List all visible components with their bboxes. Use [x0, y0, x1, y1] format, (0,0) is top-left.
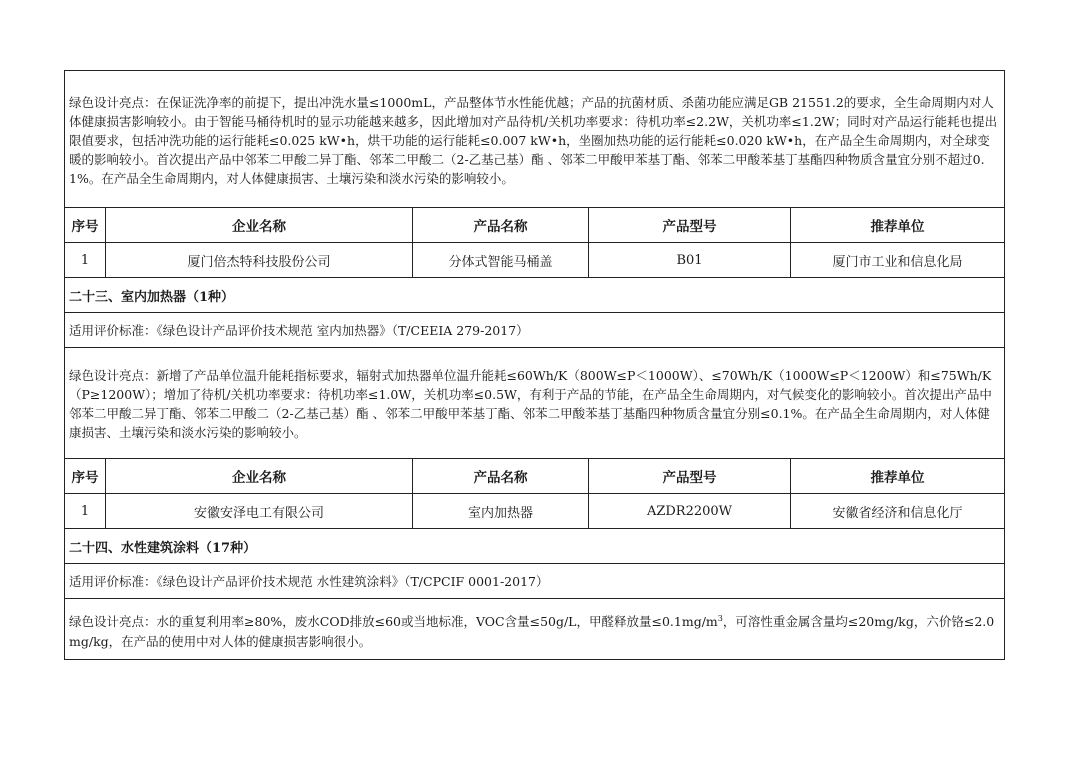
section-title-23: 二十三、室内加热器（1种） [65, 278, 1005, 313]
cell-index: 1 [65, 243, 106, 278]
green-design-highlight-toilet [65, 71, 1005, 208]
header-index: 序号 [65, 208, 106, 243]
header-recommender: 推荐单位 [791, 208, 1005, 243]
highlight-text: 绿色设计亮点：新增了产品单位温升能耗指标要求，辐射式加热器单位温升能耗≤60Wh/K（800W≤P＜1000W）、≤70Wh/K（1000W≤P＜1200W）和≤75Wh/K（P≥1200W）；增加了待机/关机功率要求：待机功率≤1.0W，关机功率≤0.5W，有利于产品的节能，在产品全生命周期内，对气候变化的影响较小。首次提出产品中邻苯二甲酸二异丁酯、邻苯二甲酸二（2-乙基己基）酯 、邻苯二甲酸甲苯基丁酯、邻苯二甲酸苯基丁基酯四种物质含量宜分别≤0.1%。在产品全生命周期内，对人体健康损害、土壤污染和淡水污染的影响较小。 [69, 368, 992, 440]
highlight-text-part1: 绿色设计亮点：水的重复利用率≥80%，废水COD排放≤60或当地标准，VOC含量≤50g/L，甲醛释放量≤0.1mg/m [69, 614, 718, 630]
cell-model: B01 [589, 243, 791, 278]
header-product: 产品名称 [413, 459, 589, 494]
cell-model: AZDR2200W [589, 494, 791, 529]
green-design-highlight-coating [65, 599, 1005, 660]
section-standard-23: 适用评价标准：《绿色设计产品评价技术规范 室内加热器》（T/CEEIA 279-2017） [65, 313, 1005, 348]
highlight-text: 绿色设计亮点：在保证洗净率的前提下，提出冲洗水量≤1000mL，产品整体节水性能优越；产品的抗菌材质、杀菌功能应满足GB 21551.2的要求，全生命周期内对人体健康损害影响较小。由于智能马桶待机时的显示功能越来越多，因此增加对产品待机/关机功率要求：待机功率≤2.2W，关机功率≤1.2W；同时对产品运行能耗也提出限值要求，包括冲洗功能的运行能耗≤0.025 kW•h，烘干功能的运行能耗≤0.007 kW•h，坐圈加热功能的运行能耗≤0.020 kW•h，在产品全生命周期内，对全球变暖的影响较小。首次提出产品中邻苯二甲酸二异丁酯、邻苯二甲酸二（2-乙基己基）酯 、邻苯二甲酸甲苯基丁酯、邻苯二甲酸苯基丁基酯四种物质含量宜分别不超过0.1%。在产品全生命周期内，对人体健康损害、土壤污染和淡水污染的影响较小。 [69, 94, 998, 186]
cell-product: 分体式智能马桶盖 [413, 243, 589, 278]
header-company: 企业名称 [106, 208, 413, 243]
table-header-row [65, 459, 1005, 494]
cell-product: 室内加热器 [413, 494, 589, 529]
cell-index: 1 [65, 494, 106, 529]
header-model: 产品型号 [589, 459, 791, 494]
cell-recommender: 安徽省经济和信息化厅 [791, 494, 1005, 529]
section-title-24: 二十四、水性建筑涂料（17种） [65, 529, 1005, 564]
header-model: 产品型号 [589, 208, 791, 243]
cell-company: 厦门倍杰特科技股份公司 [106, 243, 413, 278]
header-recommender: 推荐单位 [791, 459, 1005, 494]
table-row [65, 494, 1005, 529]
header-company: 企业名称 [106, 459, 413, 494]
evaluation-table [64, 70, 1005, 660]
cell-company: 安徽安泽电工有限公司 [106, 494, 413, 529]
section-standard-24: 适用评价标准：《绿色设计产品评价技术规范 水性建筑涂料》（T/CPCIF 0001-2017） [65, 564, 1005, 599]
superscript-3: 3 [717, 614, 723, 624]
green-design-highlight-heater [65, 348, 1005, 459]
header-product: 产品名称 [413, 208, 589, 243]
highlight-text-part2: ，可溶性重金属含量均≤20mg/kg，六价铬≤2.0mg/kg，在产品的使用中对人体的健康损害影响很小。 [69, 614, 995, 649]
header-index: 序号 [65, 459, 106, 494]
cell-recommender: 厦门市工业和信息化局 [791, 243, 1005, 278]
table-header-row [65, 208, 1005, 243]
table-row [65, 243, 1005, 278]
